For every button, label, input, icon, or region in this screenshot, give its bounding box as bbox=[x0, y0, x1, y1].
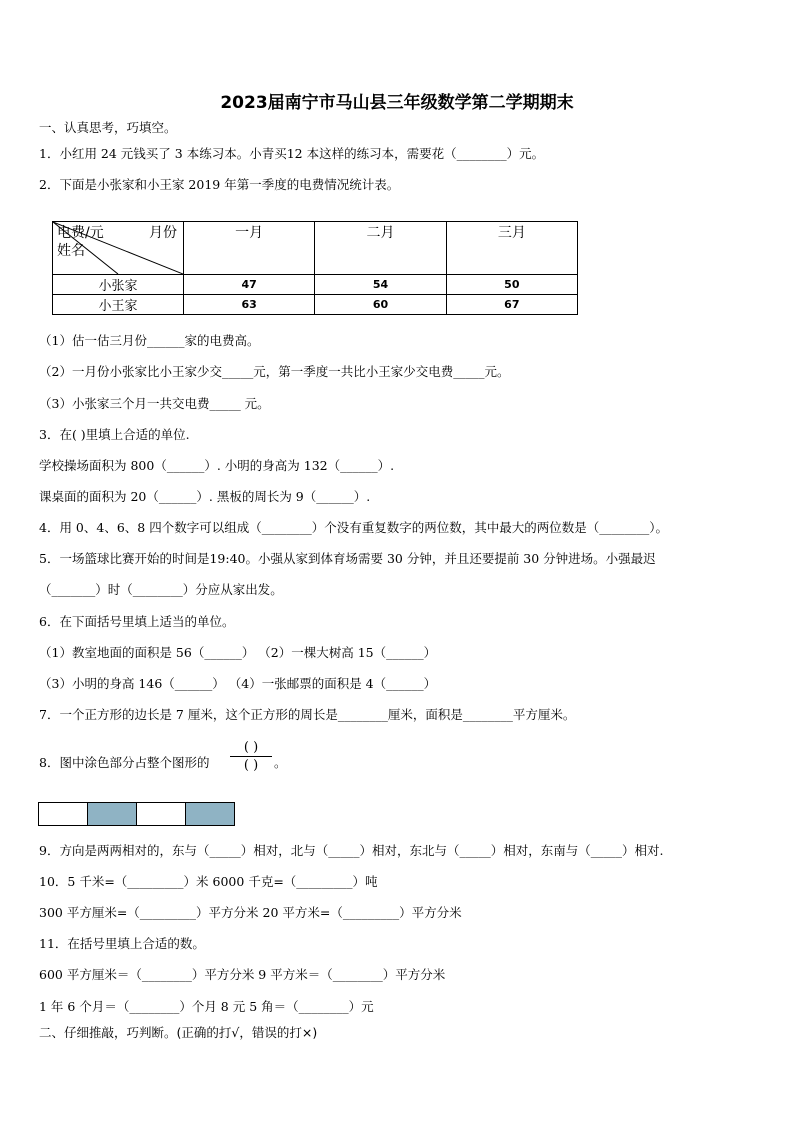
question-6: 6．在下面括号里填上适当的单位。 bbox=[39, 614, 235, 629]
question-11: 11．在括号里填上合适的数。 bbox=[39, 936, 205, 951]
question-5-line-2: （_______）时（________）分应从家出发。 bbox=[39, 582, 283, 597]
shaded-strip-figure bbox=[39, 802, 235, 826]
header-month: 月份 bbox=[149, 225, 177, 241]
section-2-heading: 二、仔细推敲，巧判断。(正确的打√，错误的打×) bbox=[39, 1025, 318, 1040]
month-header: 三月 bbox=[446, 222, 577, 275]
month-header: 一月 bbox=[184, 222, 315, 275]
table-row bbox=[53, 295, 578, 315]
question-2-3: （3）小张家三个月一共交电费_____ 元。 bbox=[39, 396, 270, 411]
question-2: 2．下面是小张家和小王家 2019 年第一季度的电费情况统计表。 bbox=[39, 177, 400, 192]
strip-block bbox=[38, 802, 88, 826]
strip-block-shaded bbox=[185, 802, 235, 826]
fraction-denominator: ( ) bbox=[243, 758, 259, 773]
page-title: 2023届南宁市马山县三年级数学第二学期期末 bbox=[220, 93, 574, 113]
fraction-blank[interactable] bbox=[230, 740, 272, 773]
row-name: 小张家 bbox=[53, 275, 184, 295]
question-11-a: 600 平方厘米＝（________）平方分米 9 平方米＝（________）平方分米 bbox=[39, 967, 446, 982]
question-10-a: 10．5 千米=（_________）米 6000 千克=（_________）吨 bbox=[39, 874, 378, 889]
table-cell: 50 bbox=[446, 275, 577, 295]
question-6-a: （1）教室地面的面积是 56（______） （2）一棵大树高 15（______） bbox=[39, 645, 437, 660]
strip-block-shaded bbox=[87, 802, 137, 826]
question-3: 3．在( )里填上合适的单位. bbox=[39, 427, 190, 442]
question-2-1: （1）估一估三月份______家的电费高。 bbox=[39, 333, 260, 348]
row-name: 小王家 bbox=[53, 295, 184, 315]
table-cell: 47 bbox=[184, 275, 315, 295]
table-header-corner bbox=[53, 222, 184, 275]
question-4: 4．用 0、4、6、8 四个数字可以组成（________）个没有重复数字的两位数，其中最大的两位数是（________）。 bbox=[39, 520, 668, 535]
question-6-b: （3）小明的身高 146（______） （4）一张邮票的面积是 4（______） bbox=[39, 676, 437, 691]
table-cell: 63 bbox=[184, 295, 315, 315]
month-header: 二月 bbox=[315, 222, 446, 275]
question-9: 9．方向是两两相对的，东与（_____）相对，北与（_____）相对，东北与（_____）相对，东南与（_____）相对. bbox=[39, 843, 664, 858]
table-cell: 60 bbox=[315, 295, 446, 315]
question-8-end: 。 bbox=[274, 755, 287, 770]
question-2-2: （2）一月份小张家比小王家少交_____元，第一季度一共比小王家少交电费_____元。 bbox=[39, 364, 510, 379]
electricity-fee-table bbox=[52, 221, 578, 315]
table-row bbox=[53, 275, 578, 295]
question-10-b: 300 平方厘米=（_________）平方分米 20 平方米=（_________）平方分米 bbox=[39, 905, 462, 920]
question-8: 8．图中涂色部分占整个图形的 bbox=[39, 755, 210, 770]
fraction-numerator: ( ) bbox=[243, 740, 259, 755]
section-1-heading: 一、认真思考，巧填空。 bbox=[39, 120, 177, 135]
question-5-line-1: 5．一场篮球比赛开始的时间是19:40。小强从家到体育场需要 30 分钟，并且还要提前 30 分钟进场。小强最迟 bbox=[39, 551, 656, 566]
header-name: 姓名 bbox=[57, 243, 85, 259]
question-3-b: 课桌面的面积为 20（______）. 黑板的周长为 9（______）. bbox=[39, 489, 371, 504]
header-fee: 电费/元 bbox=[57, 225, 104, 241]
question-1: 1．小红用 24 元钱买了 3 本练习本。小青买12 本这样的练习本，需要花（________）元。 bbox=[39, 146, 545, 161]
strip-block bbox=[136, 802, 186, 826]
question-3-a: 学校操场面积为 800（______）. 小明的身高为 132（______）. bbox=[39, 458, 395, 473]
question-11-b: 1 年 6 个月＝（________）个月 8 元 5 角＝（________）元 bbox=[39, 999, 374, 1014]
table-cell: 67 bbox=[446, 295, 577, 315]
question-7: 7．一个正方形的边长是 7 厘米，这个正方形的周长是________厘米，面积是________平方厘米。 bbox=[39, 707, 576, 722]
table-cell: 54 bbox=[315, 275, 446, 295]
